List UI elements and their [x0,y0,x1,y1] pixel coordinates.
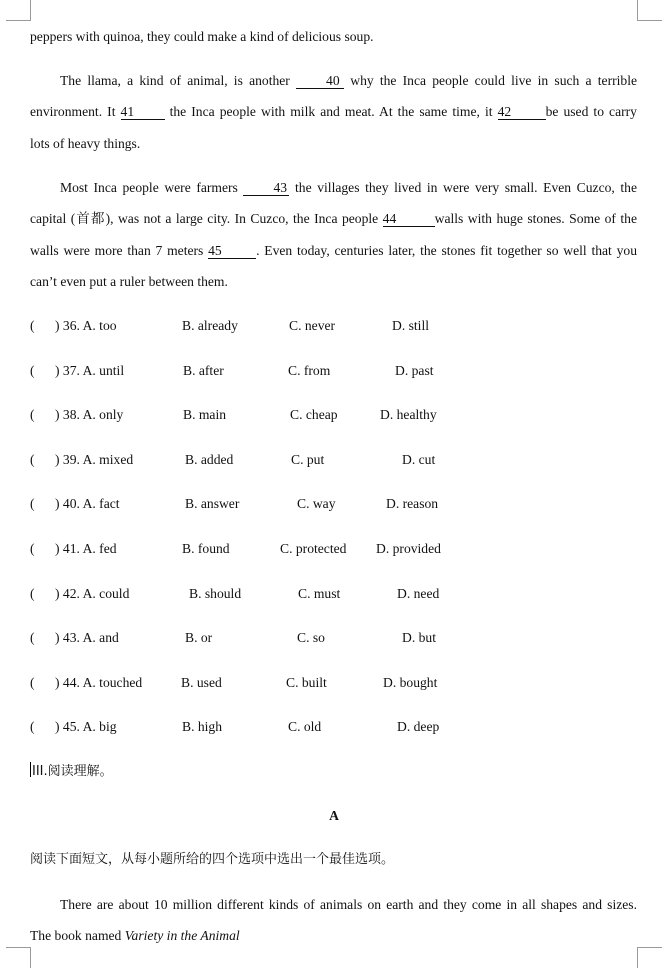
question-38 [30,406,630,424]
option-c[interactable]: C. so [297,630,325,645]
question-36 [30,317,630,335]
answer-paren[interactable]: ( [30,363,35,378]
reading-line: There are about 10 million different kinds of animals on earth and they come in all shapes and sizes. [60,897,637,912]
blank-41[interactable]: 41 [121,104,165,120]
blank-40[interactable]: 40 [296,73,344,89]
answer-paren[interactable]: ( [30,452,35,467]
question-37 [30,362,630,380]
passage-line: can’t even put a ruler between them. [30,274,228,289]
option-d[interactable]: D. past [395,363,434,378]
option-d[interactable]: D. but [402,630,436,645]
book-title: Variety in the Animal [124,928,240,943]
crop-mark-top-right [637,0,662,21]
blank-43[interactable]: 43 [243,180,289,196]
option-c[interactable]: C. old [288,719,322,734]
question-stem: ) 42. A. could [55,586,130,601]
answer-paren[interactable]: ( [30,630,35,645]
question-45 [30,718,630,736]
option-d[interactable]: D. cut [402,452,436,467]
option-d[interactable]: D. bought [383,675,438,690]
blank-45[interactable]: 45 [208,243,256,259]
option-b[interactable]: B. found [182,541,230,556]
option-c[interactable]: C. never [289,318,336,333]
answer-paren[interactable]: ( [30,586,35,601]
question-stem: ) 38. A. only [55,407,124,422]
option-c[interactable]: C. from [288,363,331,378]
answer-paren[interactable]: ( [30,496,35,511]
option-d[interactable]: D. deep [397,719,440,734]
crop-mark-top-left [6,0,31,21]
question-40 [30,495,630,513]
option-c[interactable]: C. cheap [290,407,338,422]
question-stem: ) 40. A. fact [55,496,120,511]
option-c[interactable]: C. must [298,586,341,601]
question-42 [30,585,630,603]
crop-mark-bottom-right [637,947,662,968]
option-c[interactable]: C. way [297,496,336,511]
option-b[interactable]: B. answer [185,496,240,511]
blank-42[interactable]: 42 [498,104,546,120]
passage-line: The llama, a kind of animal, is another 40 why the Inca people could live in such a terrible [60,73,638,88]
answer-paren[interactable]: ( [30,675,35,690]
crop-mark-bottom-left [6,947,31,968]
question-43 [30,629,630,647]
reading-line: The book named Variety in the Animal [30,928,240,943]
passage-line: lots of heavy things. [30,136,141,151]
question-41 [30,540,630,558]
option-c[interactable]: C. put [291,452,325,467]
blank-44[interactable]: 44 [383,211,435,227]
question-stem: ) 44. A. touched [55,675,143,690]
answer-paren[interactable]: ( [30,407,35,422]
option-c[interactable]: C. built [286,675,327,690]
option-b[interactable]: B. main [183,407,227,422]
section-heading: III.阅读理解。 [32,764,113,779]
question-stem: ) 36. A. too [55,318,117,333]
part-label: A [329,808,339,823]
question-stem: ) 43. A. and [55,630,119,645]
passage-line: walls were more than 7 meters 45 . Even today, centuries later, the stones fit together so well that you [30,243,637,258]
option-b[interactable]: B. added [185,452,234,467]
option-b[interactable]: B. already [182,318,238,333]
passage-line: environment. It 41 the Inca people with milk and meat. At the same time, it 42 be used to carry [30,104,637,119]
question-39 [30,451,630,469]
question-44 [30,674,630,692]
option-b[interactable]: B. high [182,719,223,734]
option-d[interactable]: D. still [392,318,430,333]
question-stem: ) 45. A. big [55,719,117,734]
option-b[interactable]: B. should [189,586,242,601]
text-cursor [30,762,31,777]
option-b[interactable]: B. after [183,363,224,378]
option-c[interactable]: C. protected [280,541,347,556]
answer-paren[interactable]: ( [30,719,35,734]
option-b[interactable]: B. used [181,675,222,690]
question-stem: ) 39. A. mixed [55,452,134,467]
question-stem: ) 41. A. fed [55,541,117,556]
reading-instruction: 阅读下面短文，从每小题所给的四个选项中选出一个最佳选项。 [30,852,395,867]
option-d[interactable]: D. need [397,586,440,601]
answer-paren[interactable]: ( [30,318,35,333]
option-d[interactable]: D. healthy [380,407,437,422]
answer-paren[interactable]: ( [30,541,35,556]
passage-line: peppers with quinoa, they could make a kind of delicious soup. [30,29,374,44]
option-d[interactable]: D. provided [376,541,441,556]
passage-line: Most Inca people were farmers 43 the villages they lived in were very small. Even Cuzco, the [60,180,637,195]
question-stem: ) 37. A. until [55,363,125,378]
option-b[interactable]: B. or [185,630,213,645]
option-d[interactable]: D. reason [386,496,439,511]
passage-line: capital (首都), was not a large city. In Cuzco, the Inca people 44 walls with huge stones. Some of the [30,211,637,226]
